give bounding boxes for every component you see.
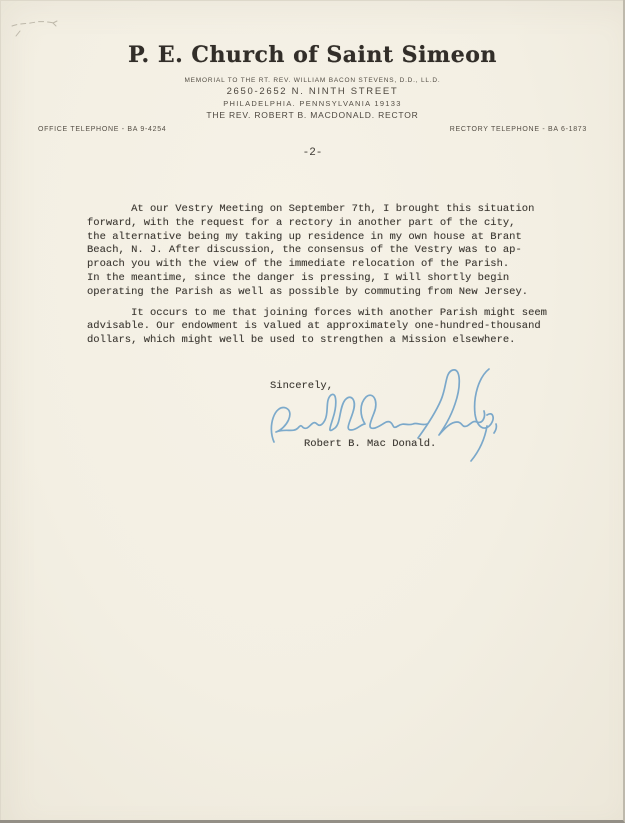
body-line: In the meantime, since the danger is pressing, I will shortly begin [87, 271, 510, 284]
rectory-telephone: RECTORY TELEPHONE - BA 6-1873 [449, 126, 587, 133]
body-line: advisable. Our endowment is valued at approximately one-hundred-thousand [87, 320, 541, 333]
body-line: forward, with the request for a rectory in another part of the city, [87, 216, 516, 229]
city-state-zip: PHILADELPHIA. PENNSYLVANIA 19133 [223, 99, 402, 108]
office-telephone: OFFICE TELEPHONE - BA 9-4254 [38, 126, 167, 133]
handwritten-signature [256, 366, 508, 468]
pencil-scribble-icon [6, 16, 70, 44]
letter-body [87, 203, 557, 355]
body-line: At our Vestry Meeting on September 7th, I brought this situation [87, 203, 535, 215]
body-line: Beach, N. J. After discussion, the consensus of the Vestry was to ap- [87, 244, 522, 257]
page-number: -2- [302, 147, 323, 159]
typed-signature-name: Robert B. Mac Donald. [304, 438, 437, 450]
paragraph-1 [87, 203, 557, 300]
body-line: operating the Parish as well as possible by commuting from New Jersey. [87, 285, 529, 298]
body-line: dollars, which might well be used to strengthen a Mission elsewhere. [87, 334, 516, 347]
body-line: the alternative being my taking up residence in my own house at Brant [87, 230, 522, 243]
telephone-row [38, 126, 587, 133]
body-line: proach you with the view of the immediate relocation of the Parish. [87, 258, 510, 271]
closing-salutation: Sincerely, [270, 380, 334, 392]
memorial-line: MEMORIAL TO THE RT. REV. WILLIAM BACON STEVENS, D.D., LL.D. [184, 77, 441, 84]
street-address: 2650-2652 N. NINTH STREET [226, 86, 399, 97]
pencil-strokes [12, 21, 57, 36]
rector-line: THE REV. ROBERT B. MACDONALD. RECTOR [206, 110, 419, 120]
paragraph-2 [87, 307, 557, 348]
church-name: P. E. Church of Saint Simeon [128, 42, 497, 68]
body-line: It occurs to me that joining forces with another Parish might seem [87, 306, 547, 319]
